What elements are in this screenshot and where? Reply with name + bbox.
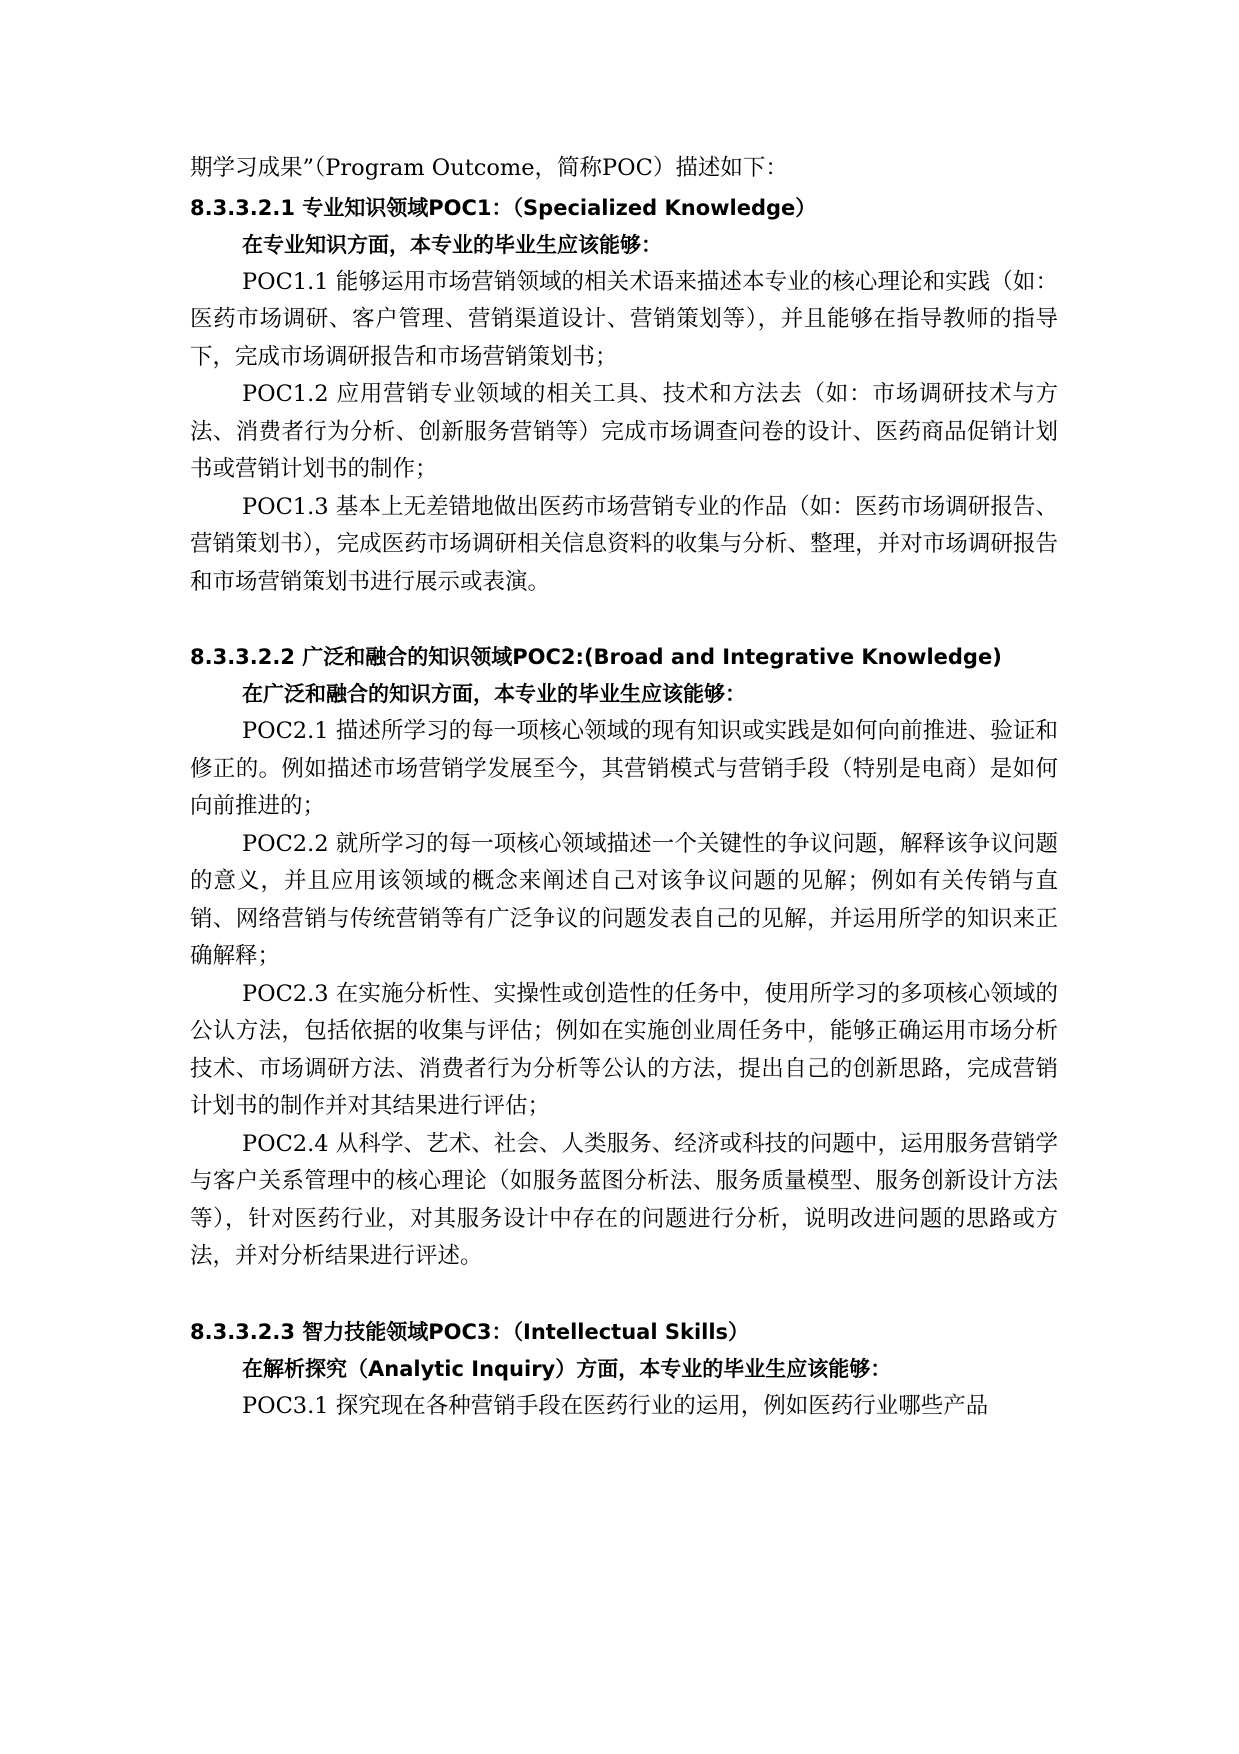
outcome-item: POC3.1 探究现在各种营销手段在医药行业的运用，例如医药行业哪些产品 — [242, 1392, 989, 1419]
outcome-item: POC1.2 应用营销专业领域的相关工具、技术和方法去（如：市场调研技术与方法、消费者行为分析、创新服务营销等）完成市场调查问卷的设计、医药商品促销计划书或营销计划书的制作； — [190, 381, 1058, 482]
outcome-item: POC2.3 在实施分析性、实操性或创造性的任务中，使用所学习的多项核心领域的公认方法，包括依据的收集与评估；例如在实施创业周任务中，能够正确运用市场分析技术、市场调研方法、消费者行为分析等公认的方法，提出自己的创新思路，完成营销计划书的制作并对其结果进行评估； — [190, 980, 1058, 1119]
outcome-item: POC1.3 基本上无差错地做出医药市场营销专业的作品（如：医药市场调研报告、营销策划书），完成医药市场调研相关信息资料的收集与分析、整理，并对市场调研报告和市场营销策划书进行展示或表演。 — [190, 493, 1058, 595]
section-spacer — [190, 601, 1058, 639]
section-lead: 在专业知识方面，本专业的毕业生应该能够： — [242, 232, 662, 257]
document-body — [190, 150, 1058, 1425]
outcome-item: POC1.1 能够运用市场营销领域的相关术语来描述本专业的核心理论和实践（如：医药市场调研、客户管理、营销渠道设计、营销策划等），并且能够在指导教师的指导下，完成市场调研报告和市场营销策划书； — [190, 268, 1058, 370]
outcome-item: POC2.4 从科学、艺术、社会、人类服务、经济或科技的问题中，运用服务营销学与客户关系管理中的核心理论（如服务蓝图分析法、服务质量模型、服务创新设计方法等），针对医药行业，对其服务设计中存在的问题进行分析，说明改进问题的思路或方法，并对分析结果进行评述。 — [190, 1130, 1058, 1269]
section-poc1 — [190, 190, 1058, 602]
section-poc2 — [190, 639, 1058, 1276]
section-heading: 8.3.3.2.3 智力技能领域POC3：（Intellectual Skills） — [190, 1319, 750, 1344]
section-spacer — [190, 1276, 1058, 1314]
section-heading: 8.3.3.2.1 专业知识领域POC1：（Specialized Knowledge） — [190, 195, 817, 220]
section-lead: 在广泛和融合的知识方面，本专业的毕业生应该能够： — [242, 682, 746, 706]
outcome-item: POC2.1 描述所学习的每一项核心领域的现有知识或实践是如何向前推进、验证和修正的。例如描述市场营销学发展至今，其营销模式与营销手段（特别是电商）是如何向前推进的； — [190, 718, 1058, 819]
intro-paragraph: 期学习成果”（Program Outcome，简称POC）描述如下： — [190, 155, 788, 181]
section-lead: 在解析探究（Analytic Inquiry）方面，本专业的毕业生应该能够： — [242, 1356, 892, 1381]
outcome-item: POC2.2 就所学习的每一项核心领域描述一个关键性的争议问题，解释该争议问题的意义，并且应用该领域的概念来阐述自己对该争议问题的见解；例如有关传销与直销、网络营销与传统营销等有广泛争议的问题发表自己的见解，并运用所学的知识来正确解释； — [190, 830, 1058, 969]
section-poc3 — [190, 1314, 1058, 1426]
section-heading: 8.3.3.2.2 广泛和融合的知识领域POC2:(Broad and Integrative Knowledge) — [190, 645, 1002, 669]
